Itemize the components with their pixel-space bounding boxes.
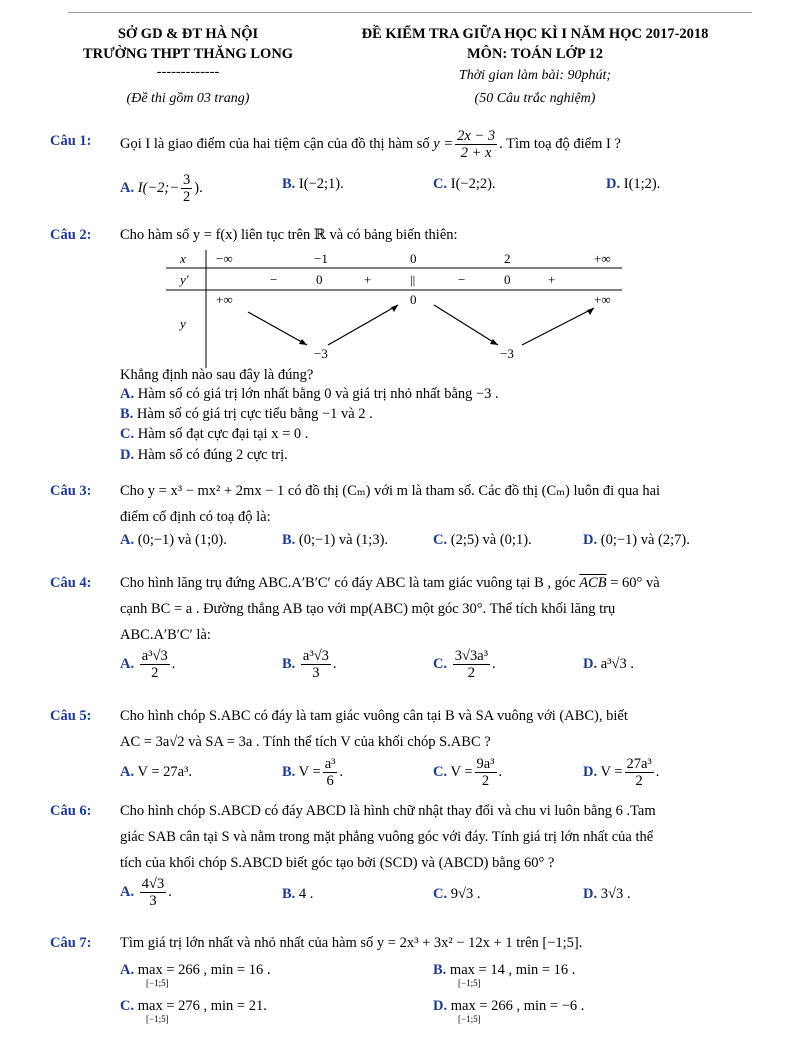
- vt-x-value: −∞: [216, 251, 233, 266]
- page-count-note: (Đề thi gồm 03 trang): [126, 91, 250, 106]
- vt-x-value: +∞: [594, 251, 611, 266]
- q2-option-d[interactable]: D. Hàm số có đúng 2 cực trị.: [120, 447, 288, 463]
- question-4-line-1: Cho hình lăng trụ đứng ABC.A′B′C′ có đáy ABC là tam giác vuông tại B , góc $\overline{ACB} = 60^\circ$ và: [120, 575, 660, 591]
- time-limit: Thời gian làm bài: 90phút;: [458, 68, 612, 83]
- question-7: [50, 930, 752, 956]
- question-3-line-1: Cho y = x³ − mx² + 2mx − 1 có đồ thị (Cₘ) với m là tham số. Các đồ thị (Cₘ) luôn đi qua hai: [120, 483, 661, 499]
- question-6: [50, 798, 752, 876]
- question-5: [50, 703, 752, 755]
- header-divider: -------------: [156, 64, 220, 80]
- q1-option-a[interactable]: A. I(−2;− $\frac{3}{2}$ ).: [120, 172, 203, 205]
- question-6-line-1: Cho hình chóp S.ABCD có đáy ABCD là hình chữ nhật thay đổi và chu vi luôn bằng 6 .Tam: [120, 803, 656, 819]
- question-4: [50, 570, 752, 648]
- vt-yprime-sign: 0: [316, 272, 323, 287]
- vt-yprime-sign: +: [548, 272, 556, 287]
- q3-option-d[interactable]: D. (0;−1) và (2;7).: [583, 532, 690, 548]
- variation-table: [166, 250, 622, 368]
- q7-interval-sub: [−1;5]: [458, 1014, 481, 1024]
- vt-y-value: 0: [410, 292, 417, 307]
- q7-option-d[interactable]: D. max = 266 , min = −6 .: [433, 998, 585, 1014]
- top-rule: [68, 12, 752, 13]
- question-5-label: Câu 5:: [50, 708, 92, 724]
- q6-option-c[interactable]: C. 9√3 .: [433, 886, 481, 902]
- q4-option-d[interactable]: D. a³√3 .: [583, 656, 634, 672]
- vt-x-label: x: [180, 251, 186, 266]
- q2-option-c[interactable]: C. Hàm số đạt cực đại tại x = 0 .: [120, 426, 309, 442]
- q3-option-b[interactable]: B. (0;−1) và (1;3).: [282, 532, 389, 548]
- vt-yprime-sign: −: [270, 272, 278, 287]
- question-6-line-2: giác SAB cân tại S và nằm trong mặt phẳng vuông góc với đáy. Tính giá trị lớn nhất của thể: [120, 829, 654, 845]
- q4-option-b[interactable]: B. $\frac{\text{a³√3}}{3}$ .: [282, 648, 337, 681]
- exam-title: ĐỀ KIỂM TRA GIỮA HỌC KÌ I NĂM HỌC 2017-2018: [361, 26, 709, 42]
- vt-yprime-sign: 0: [504, 272, 511, 287]
- question-1-label: Câu 1:: [50, 133, 92, 149]
- vt-yprime-sign: +: [364, 272, 372, 287]
- question-1-text: Gọi I là giao điểm của hai tiệm cận của đồ thị hàm số y = $\frac{2x - 3}{2 + x}$ . Tìm toạ độ điểm I ?: [120, 128, 621, 161]
- q7-interval-sub: [−1;5]: [146, 978, 169, 988]
- q1-fraction: $\frac{2x - 3}{2 + x}$: [457, 128, 496, 161]
- q5-option-a[interactable]: A. V = 27a³.: [120, 764, 193, 780]
- q1-option-d[interactable]: D. I(1;2).: [606, 176, 661, 192]
- question-1: [50, 128, 752, 161]
- school-name: TRƯỜNG THPT THĂNG LONG: [82, 46, 294, 62]
- q7-option-b[interactable]: B. max = 14 , min = 16 .: [433, 962, 576, 978]
- question-7-text: Tìm giá trị lớn nhất và nhỏ nhất của hàm số y = 2x³ + 3x² − 12x + 1 trên [−1;5].: [120, 935, 583, 951]
- question-5-line-1: Cho hình chóp S.ABC có đáy là tam giác vuông cân tại B và SA vuông với (ABC), biết: [120, 708, 628, 724]
- question-4-line-2: cạnh BC = a . Đường thẳng AB tạo với mp(ABC) một góc 30°. Thể tích khối lăng trụ: [120, 601, 616, 617]
- q7-option-a[interactable]: A. max = 266 , min = 16 .: [120, 962, 271, 978]
- vt-yprime-sign: −: [458, 272, 466, 287]
- question-6-line-3: tích của khối chóp S.ABCD biết góc tạo bởi (SCD) và (ABCD) bằng 60° ?: [120, 855, 555, 871]
- q7-interval-sub: [−1;5]: [146, 1014, 169, 1024]
- vt-y-value: −3: [500, 346, 514, 361]
- question-3-label: Câu 3:: [50, 483, 92, 499]
- vt-y-value: −3: [314, 346, 328, 361]
- question-2: [50, 222, 752, 248]
- question-2-label: Câu 2:: [50, 227, 92, 243]
- q5-option-b[interactable]: B. V = $\frac{\text{a³}}{6}$ .: [282, 756, 344, 789]
- q5-option-d[interactable]: D. V = $\frac{\text{27a³}}{2}$ .: [583, 756, 660, 789]
- dept-name: SỞ GD & ĐT HÀ NỘI: [117, 26, 259, 42]
- q2-prompt: Khẳng định nào sau đây là đúng?: [120, 367, 314, 383]
- question-4-label: Câu 4:: [50, 575, 92, 591]
- q3-option-c[interactable]: C. (2;5) và (0;1).: [433, 532, 532, 548]
- vt-x-value: −1: [314, 251, 328, 266]
- q6-option-a[interactable]: A. $\frac{4√3}{3}$ .: [120, 876, 172, 909]
- vt-y-value: +∞: [216, 292, 233, 307]
- vt-y-label: y: [180, 316, 186, 331]
- question-2-text: Cho hàm số y = f(x) liên tục trên ℝ và có bảng biến thiên:: [120, 227, 458, 243]
- question-count: (50 Câu trắc nghiệm): [474, 91, 596, 106]
- q7-interval-sub: [−1;5]: [458, 978, 481, 988]
- q1-option-c[interactable]: C. I(−2;2).: [433, 176, 496, 192]
- variation-table-lines: [166, 250, 622, 368]
- question-7-label: Câu 7:: [50, 935, 92, 951]
- question-5-line-2: AC = 3a√2 và SA = 3a . Tính thể tích V của khối chóp S.ABC ?: [120, 734, 491, 750]
- question-3-line-2: điểm cố định có toạ độ là:: [120, 509, 271, 525]
- q2-option-b[interactable]: B. Hàm số có giá trị cực tiểu bằng −1 và 2 .: [120, 406, 373, 422]
- q1-option-b[interactable]: B. I(−2;1).: [282, 176, 344, 192]
- q2-option-a[interactable]: A. Hàm số có giá trị lớn nhất bằng 0 và giá trị nhỏ nhất bằng −3 .: [120, 386, 499, 402]
- vt-y-value: +∞: [594, 292, 611, 307]
- q3-option-a[interactable]: A. (0;−1) và (1;0).: [120, 532, 227, 548]
- subject: MÔN: TOÁN LỚP 12: [466, 46, 603, 62]
- vt-x-value: 2: [504, 251, 511, 266]
- q4-option-c[interactable]: C. $\frac{\text{3√3a³}}{2}$ .: [433, 648, 496, 681]
- vt-x-value: 0: [410, 251, 417, 266]
- vt-yprime-sign: ||: [410, 272, 416, 287]
- q6-option-d[interactable]: D. 3√3 .: [583, 886, 631, 902]
- q4-option-a[interactable]: A. $\frac{\text{a³√3}}{2}$ .: [120, 648, 176, 681]
- question-4-line-3: ABC.A′B′C′ là:: [120, 627, 211, 643]
- q5-option-c[interactable]: C. V = $\frac{\text{9a³}}{2}$ .: [433, 756, 503, 789]
- q7-option-c[interactable]: C. max = 276 , min = 21.: [120, 998, 267, 1014]
- question-6-label: Câu 6:: [50, 803, 92, 819]
- q6-option-b[interactable]: B. 4 .: [282, 886, 314, 902]
- question-3: [50, 478, 752, 530]
- vt-yprime-label: y′: [180, 272, 189, 287]
